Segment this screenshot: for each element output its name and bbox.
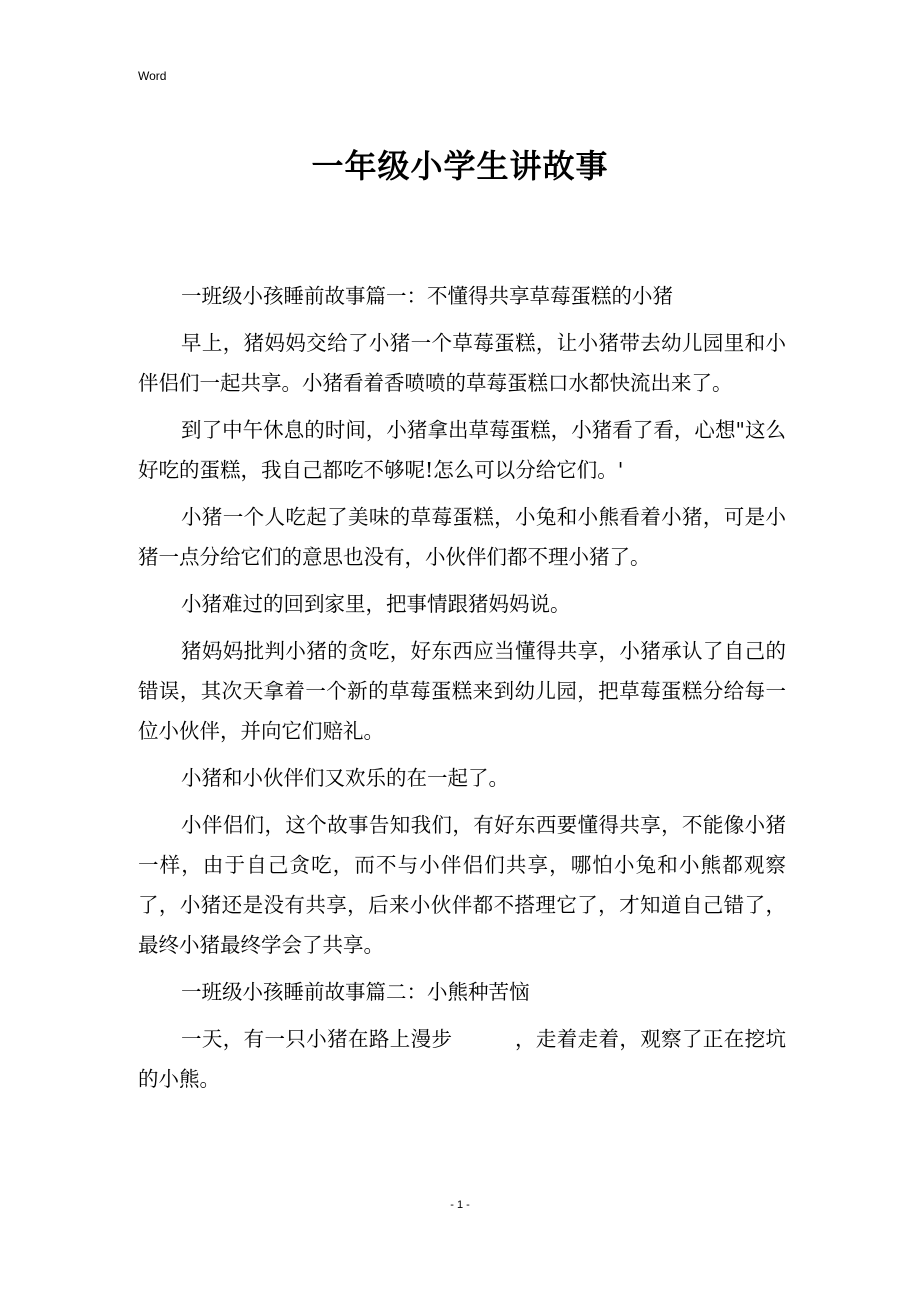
page-title: 一年级小学生讲故事 [311, 147, 609, 185]
paragraph: 小猪一个人吃起了美味的草莓蛋糕，小兔和小熊看着小猪，可是小猪一点分给它们的意思也没有，小伙伴们都不理小猪了。 [138, 505, 786, 569]
page-number: - 1 - [450, 1199, 470, 1211]
paragraph: 到了中午休息的时间，小猪拿出草莓蛋糕，小猪看了看，心想"这么好吃的蛋糕，我自己都吃不够呢!怎么可以分给它们。' [138, 418, 786, 482]
paragraph: 早上，猪妈妈交给了小猪一个草莓蛋糕，让小猪带去幼儿园里和小伴侣们一起共享。小猪看着香喷喷的草莓蛋糕口水都快流出来了。 [138, 331, 786, 395]
paragraph: 一班级小孩睡前故事篇一：不懂得共享草莓蛋糕的小猪 [181, 284, 674, 308]
document-body [138, 276, 786, 1106]
paragraph: 小伴侣们，这个故事告知我们，有好东西要懂得共享，不能像小猪一样，由于自己贪吃，而不与小伴侣们共享，哪怕小兔和小熊都观察了，小猪还是没有共享，后来小伙伴都不搭理它了，才知道自己错了，最终小猪最终学会了共享。 [138, 813, 786, 957]
paragraph: 猪妈妈批判小猪的贪吃，好东西应当懂得共享，小猪承认了自己的错误，其次天拿着一个新的草莓蛋糕来到幼儿园，把草莓蛋糕分给每一位小伙伴，并向它们赔礼。 [138, 639, 786, 743]
header-label: Word [138, 69, 167, 83]
paragraph: 小猪和小伙伴们又欢乐的在一起了。 [181, 766, 510, 790]
paragraph: 一班级小孩睡前故事篇二：小熊种苦恼 [181, 980, 530, 1004]
paragraph: 小猪难过的回到家里，把事情跟猪妈妈说。 [181, 592, 571, 616]
paragraph: 一天，有一只小猪在路上漫步 ，走着走着，观察了正在挖坑的小熊。 [138, 1027, 786, 1091]
